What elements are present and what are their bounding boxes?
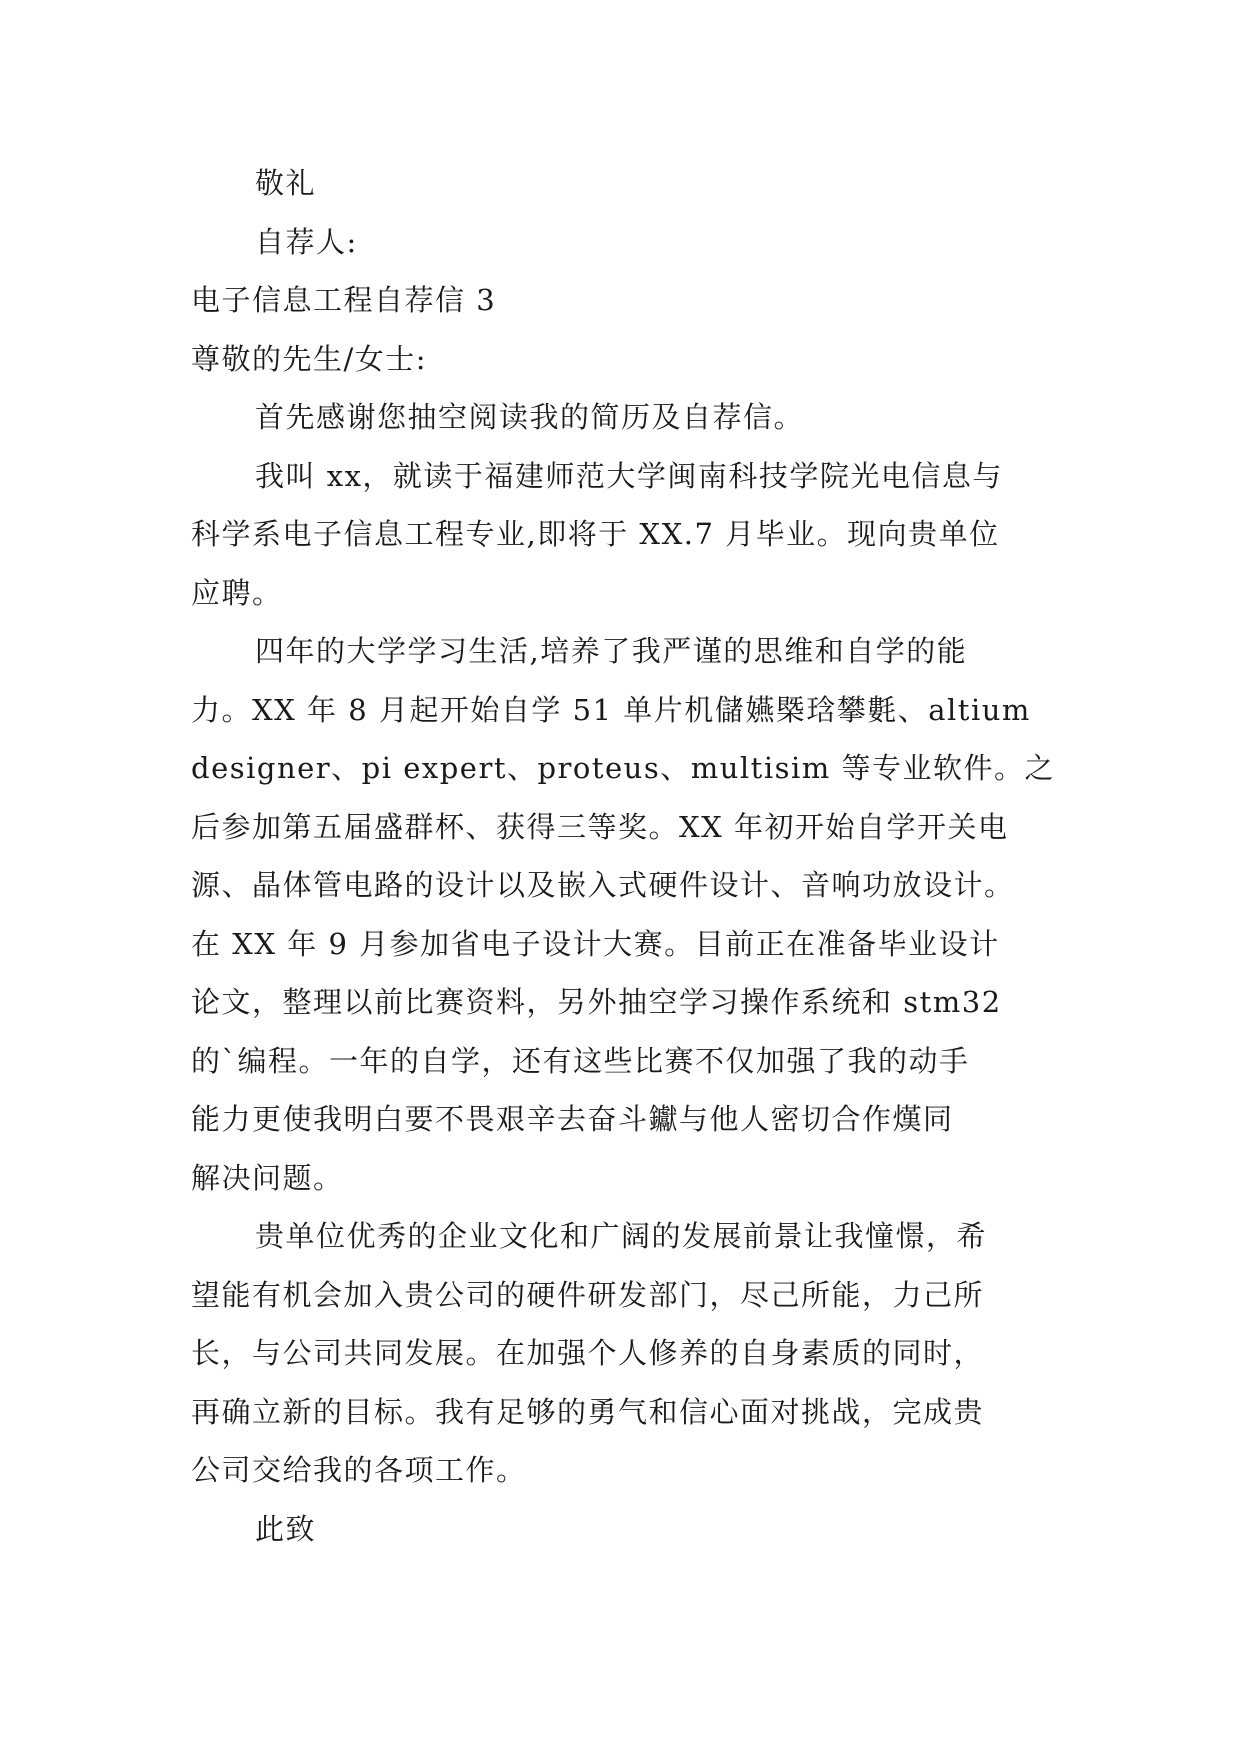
paragraph-line: 科学系电子信息工程专业,即将于 XX.7 月毕业。现向贵单位 xyxy=(191,517,1000,551)
paragraph-line: 能力更使我明白要不畏艰辛去奋斗钀与他人密切合作熯同 xyxy=(191,1102,954,1136)
paragraph-line: 源、晶体管电路的设计以及嵌入式硬件设计、音响功放设计。 xyxy=(191,868,1015,902)
paragraph-line: 力。XX 年 8 月起开始自学 51 单片机儲嬿槩琀攀氀、altium xyxy=(191,692,1031,727)
paragraph-line: 公司交给我的各项工作。 xyxy=(191,1453,527,1487)
paragraph-line: 的`编程。一年的自学，还有这些比赛不仅加强了我的动手 xyxy=(191,1043,970,1078)
letter-body xyxy=(191,154,1055,1558)
paragraph-line: 应聘。 xyxy=(191,575,283,610)
paragraph-line: 望能有机会加入贵公司的硬件研发部门，尽己所能，力己所 xyxy=(191,1277,985,1312)
paragraph-line: 我叫 xx，就读于福建师范大学闽南科技学院光电信息与 xyxy=(255,458,1003,493)
paragraph-line: 四年的大学学习生活,培养了我严谨的思维和自学的能 xyxy=(255,634,968,668)
paragraph-line: 解决问题。 xyxy=(191,1160,344,1195)
paragraph-line: designer、pi expert、proteus、multisim 等专业软件。之 xyxy=(191,751,1055,785)
closing-salute: 敬礼 xyxy=(255,166,317,200)
closing-phrase: 此致 xyxy=(255,1511,317,1546)
paragraph-line: 长，与公司共同发展。在加强个人修养的自身素质的同时， xyxy=(191,1336,985,1370)
paragraph-line: 首先感谢您抽空阅读我的简历及自荐信。 xyxy=(255,400,805,434)
signature-label: 自荐人: xyxy=(255,224,358,259)
paragraph-line: 在 XX 年 9 月参加省电子设计大赛。目前正在准备毕业设计 xyxy=(191,926,1000,961)
paragraph-line: 再确立新的目标。我有足够的勇气和信心面对挑战，完成贵 xyxy=(191,1394,985,1429)
paragraph-line: 后参加第五届盛群杯、获得三等奖。XX 年初开始自学开关电 xyxy=(191,809,1009,844)
letter-title: 电子信息工程自荐信 3 xyxy=(191,283,497,317)
greeting: 尊敬的先生/女士: xyxy=(191,341,428,376)
paragraph-line: 论文，整理以前比赛资料，另外抽空学习操作系统和 stm32 xyxy=(191,985,1002,1019)
paragraph-line: 贵单位优秀的企业文化和广阔的发展前景让我憧憬，希 xyxy=(255,1219,988,1253)
